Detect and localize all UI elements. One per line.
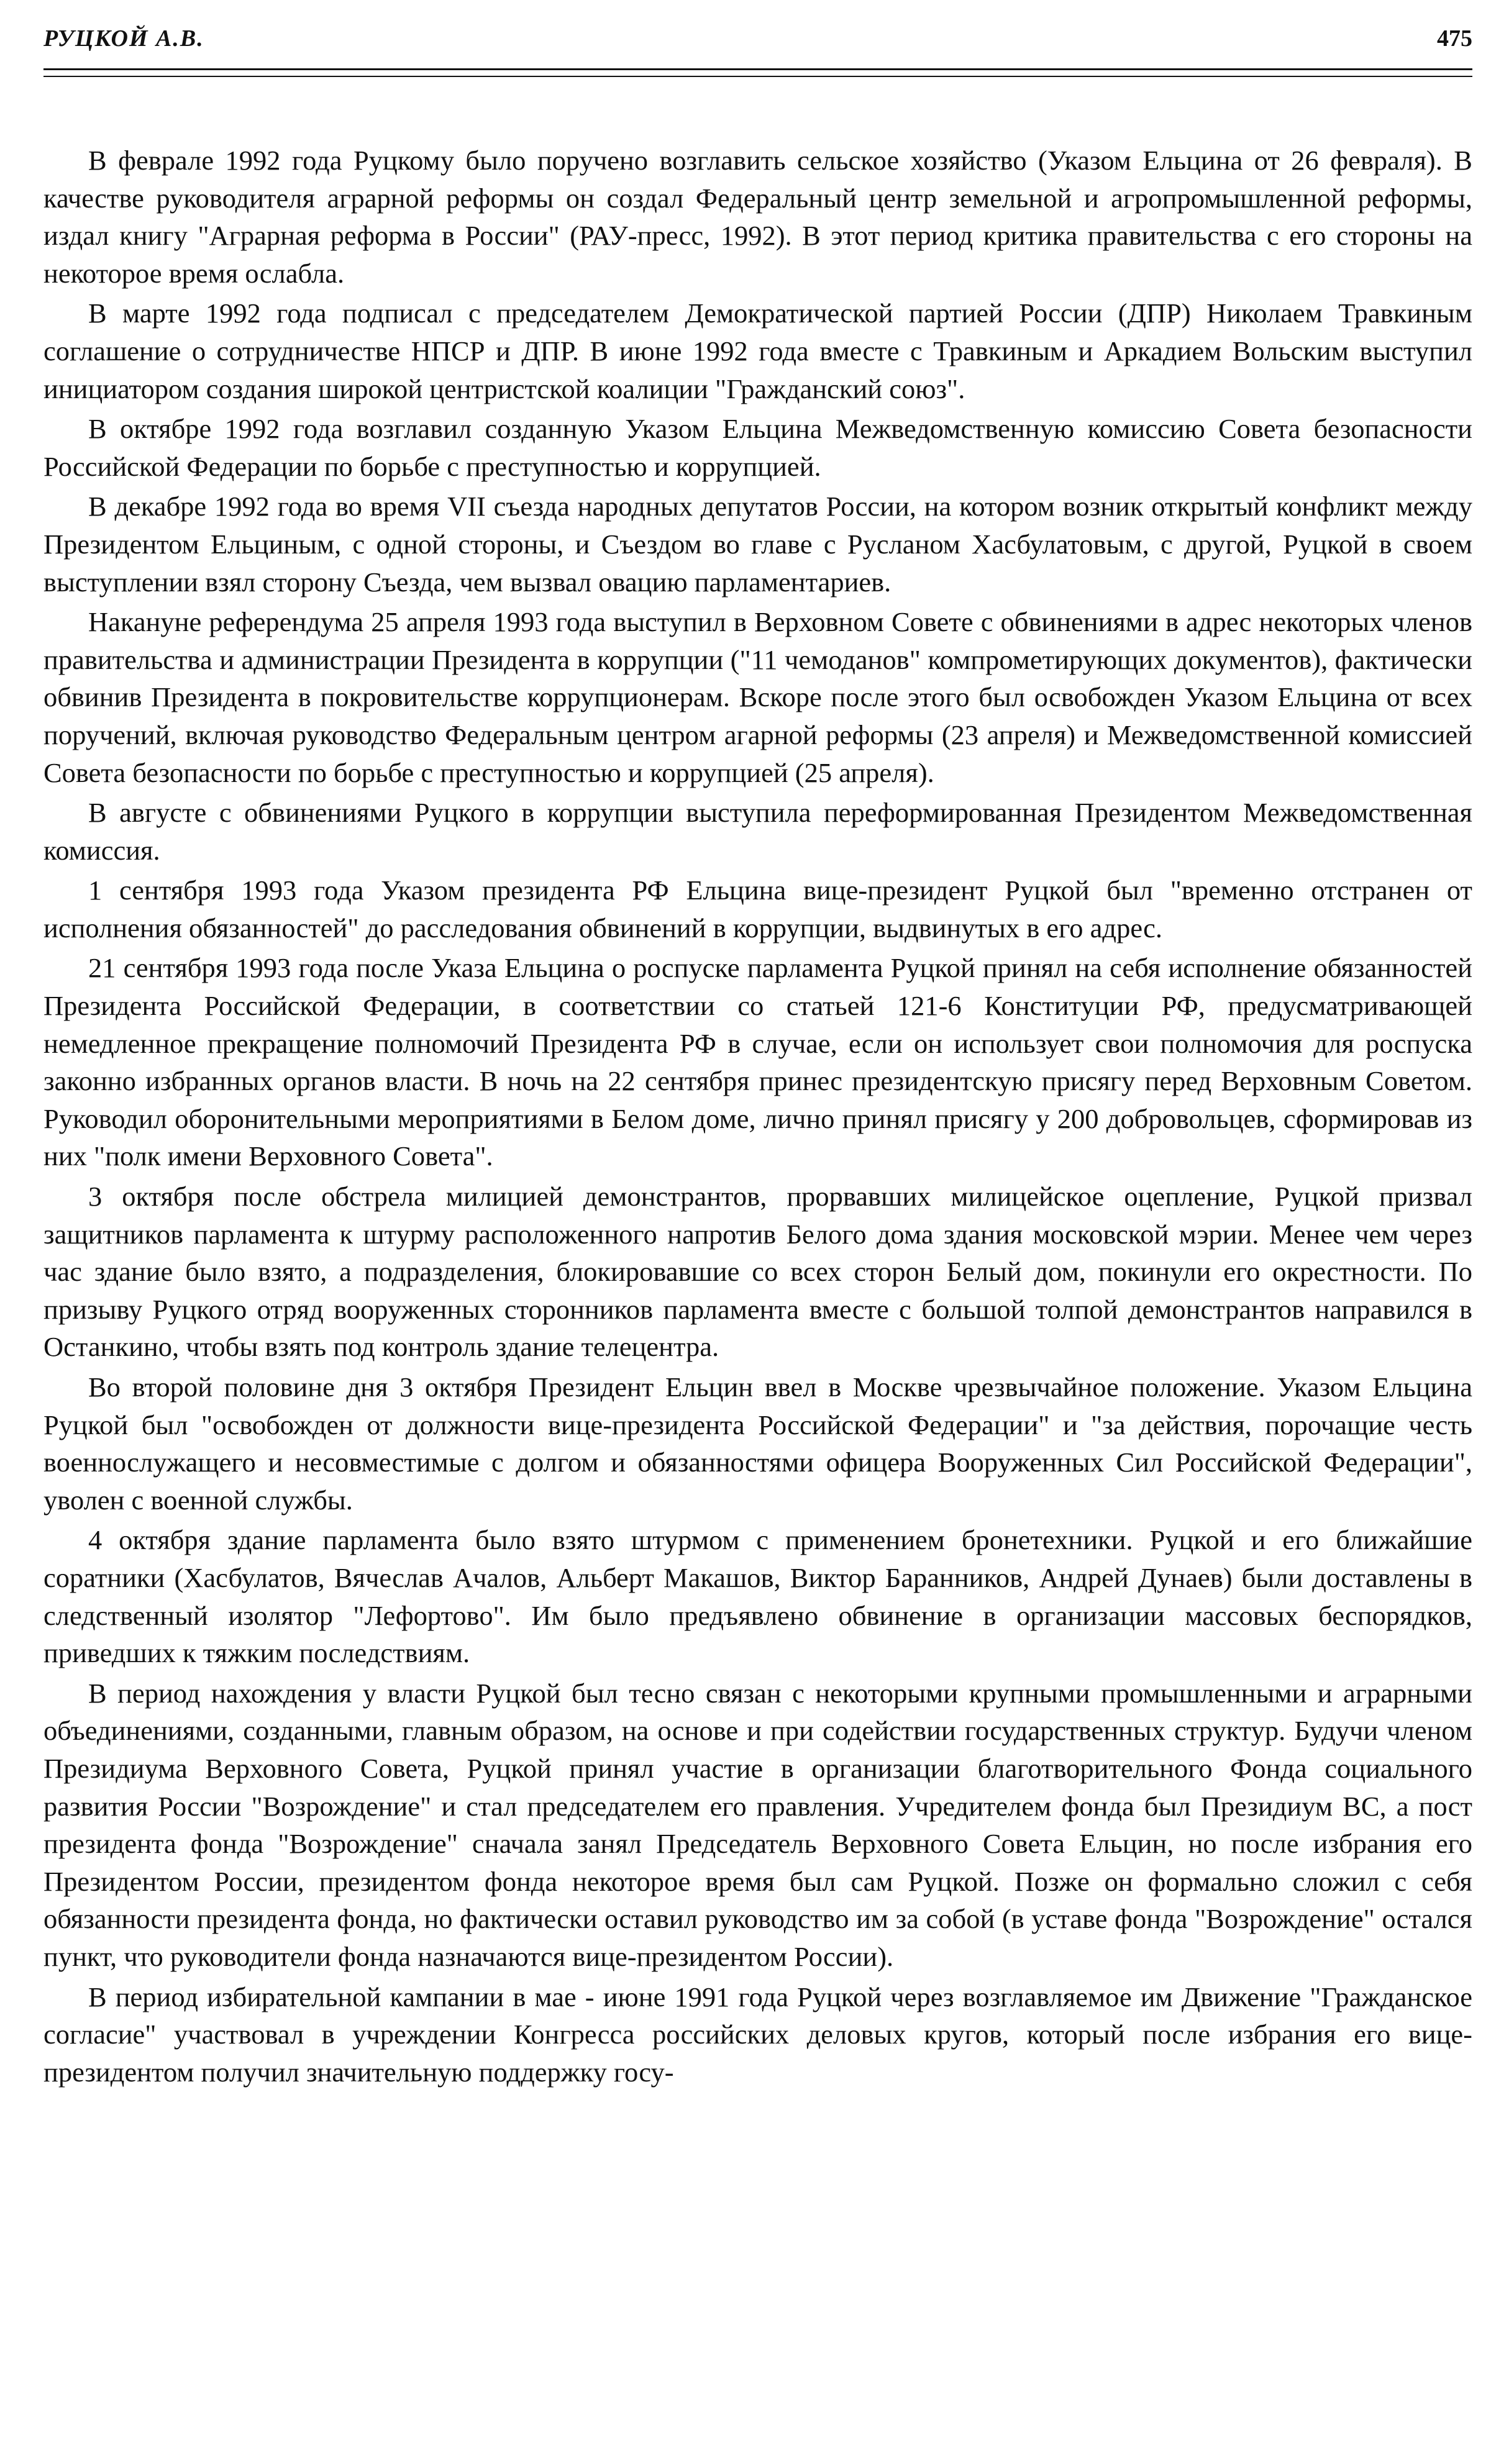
running-title: РУЦКОЙ А.В. bbox=[43, 25, 204, 52]
header-rule-top bbox=[43, 68, 1472, 70]
paragraph: Во второй половине дня 3 октября Президент Ельцин ввел в Москве чрезвычайное положение. Указом Ельцина Руцкой был "освобожден от должности вице-президента Российской Федерации" и "за действия, порочащие честь военнослужащего и несовместимые с долгом и обязанностями офицера Вооруженных Сил Российской Федерации", уволен с военной службы. bbox=[43, 1371, 1472, 1516]
body-text bbox=[43, 142, 1472, 2093]
paragraph: В марте 1992 года подписал с председателем Демократической партией России (ДПР) Николаем Травкиным соглашение о сотрудничестве НПСР и ДПР. В июне 1992 года вместе с Травкиным и Аркадием Вольским выступил инициатором создания широкой центристской коалиции "Гражданский союз". bbox=[43, 298, 1472, 404]
paragraph: В декабре 1992 года во время VII съезда народных депутатов России, на котором возник открытый конфликт между Президентом Ельциным, с одной стороны, и Съездом во главе с Русланом Хасбулатовым, с другой, Руцкой в своем выступлении взял сторону Съезда, чем вызвал овацию парламентариев. bbox=[43, 491, 1472, 598]
paragraph: В октябре 1992 года возглавил созданную Указом Ельцина Межведомственную комиссию Совета безопасности Российской Федерации по борьбе с преступностью и коррупцией. bbox=[43, 413, 1472, 482]
paragraph: 4 октября здание парламента было взято штурмом с применением бронетехники. Руцкой и его ближайшие соратники (Хасбулатов, Вячеслав Ачалов, Альберт Макашов, Виктор Баранников, Андрей Дунаев) были доставлены в следственный изолятор "Лефортово". Им было предъявлено обвинение в организации массовых беспорядков, приведших к тяжким последствиям. bbox=[43, 1524, 1472, 1669]
page-header bbox=[43, 19, 1472, 56]
paragraph: 21 сентября 1993 года после Указа Ельцина о роспуске парламента Руцкой принял на себя исполнение обязанностей Президента Российской Федерации, в соответствии со статьей 121-6 Конституции РФ, предусматривающей немедленное прекращение полномочий Президента РФ в случае, если он использует свои полномочия для роспуска законно избранных органов власти. В ночь на 22 сентября принес президентскую присягу перед Верховным Советом. Руководил оборонительными мероприятиями в Белом доме, лично принял присягу у 200 добровольцев, сформировав из них "полк имени Верховного Совета". bbox=[43, 952, 1472, 1172]
paragraph: В период нахождения у власти Руцкой был тесно связан с некоторыми крупными промышленными и аграрными объединениями, созданными, главным образом, на основе и при содействии государственных структур. Будучи членом Президиума Верховного Совета, Руцкой принял участие в организации благотворительного Фонда социального развития России "Возрождение" и стал председателем его правления. Учредителем фонда был Президиум ВС, а пост президента фонда "Возрождение" сначала занял Председатель Верховного Совета Ельцин, но после избрания его Президентом России, президентом фонда некоторое время был сам Руцкой. Позже он формально сложил с себя обязанности президента фонда, но фактически оставил руководство им за собой (в уставе фонда "Возрождение" остался пункт, что руководители фонда назначаются вице-президентом России). bbox=[43, 1677, 1472, 1972]
header-rule-bottom bbox=[43, 76, 1472, 77]
paragraph: 3 октября после обстрела милицией демонстрантов, прорвавших милицейское оцепление, Руцкой призвал защитников парламента к штурму расположенного напротив Белого дома здания московской мэрии. Менее чем через час здание было взято, а подразделения, блокировавшие со всех сторон Белый дом, покинули его окрестности. По призыву Руцкого отряд вооруженных сторонников парламента вместе с большой толпой демонстрантов направился в Останкино, чтобы взять под контроль здание телецентра. bbox=[43, 1181, 1472, 1363]
paragraph: В период избирательной кампании в мае - июне 1991 года Руцкой через возглавляемое им Движение "Гражданское согласие" участвовал в учреждении Конгресса российских деловых кругов, который после избрания его вице-президентом получил значительную поддержку госу- bbox=[43, 1981, 1472, 2088]
paragraph: В феврале 1992 года Руцкому было поручено возглавить сельское хозяйство (Указом Ельцина от 26 февраля). В качестве руководителя аграрной реформы он создал Федеральный центр земельной и агропромышленной реформы, издал книгу "Аграрная реформа в России" (РАУ-пресс, 1992). В этот период критика правительства с его стороны на некоторое время ослабла. bbox=[43, 145, 1472, 289]
paragraph: 1 сентября 1993 года Указом президента РФ Ельцина вице-президент Руцкой был "временно отстранен от исполнения обязанностей" до расследования обвинений в коррупции, выдвинутых в его адрес. bbox=[43, 875, 1472, 943]
paragraph: В августе с обвинениями Руцкого в коррупции выступила переформированная Президентом Межведомственная комиссия. bbox=[43, 797, 1472, 866]
page-number: 475 bbox=[1437, 25, 1472, 52]
paragraph: Накануне референдума 25 апреля 1993 года выступил в Верховном Совете с обвинениями в адрес некоторых членов правительства и администрации Президента в коррупции ("11 чемоданов" компрометирующих документов), фактически обвинив Президента в покровительстве коррупционерам. Вскоре после этого был освобожден Указом Ельцина от всех поручений, включая руководство Федеральным центром агарной реформы (23 апреля) и Межведомственной комиссией Совета безопасности по борьбе с преступностью и коррупцией (25 апреля). bbox=[43, 606, 1472, 788]
